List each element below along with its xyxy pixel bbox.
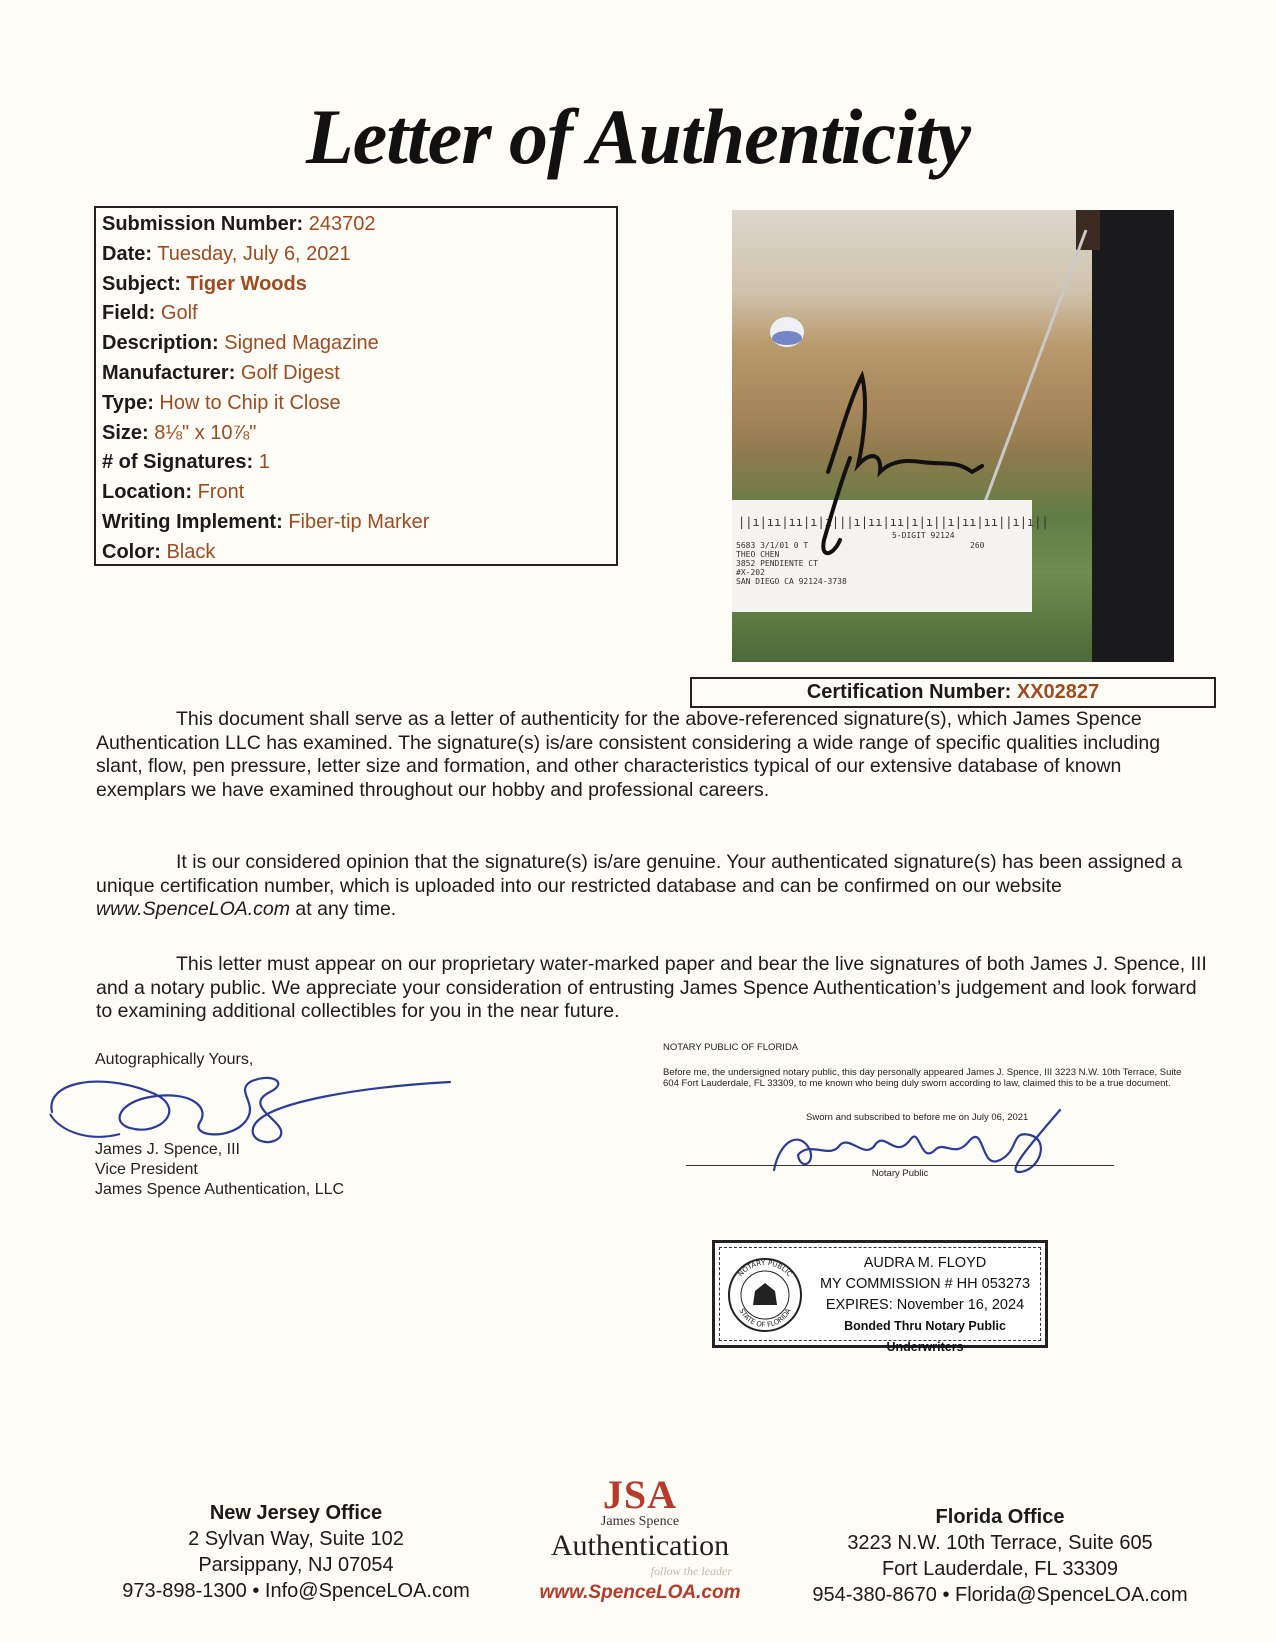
label-line-4: #X-202 bbox=[736, 568, 765, 577]
paragraph-2-tail: at any time. bbox=[290, 898, 397, 920]
seal-bonded: Bonded Thru Notary Public Underwriters bbox=[844, 1319, 1006, 1354]
signature-stroke bbox=[51, 1078, 450, 1142]
detail-value: Fiber-tip Marker bbox=[288, 510, 430, 533]
detail-label: Location: bbox=[102, 481, 192, 504]
seal-commission: MY COMMISSION # HH 053273 bbox=[819, 1276, 1031, 1292]
detail-label: # of Signatures: bbox=[102, 451, 254, 474]
detail-row-size bbox=[102, 419, 610, 449]
nj-office-address-2: Parsippany, NJ 07054 bbox=[198, 1554, 394, 1576]
detail-value: Tuesday, July 6, 2021 bbox=[157, 242, 351, 265]
nj-office-block bbox=[96, 1500, 496, 1604]
closing-text: Autographically Yours, bbox=[95, 1051, 254, 1068]
nj-office-phone: 973-898-1300 bbox=[122, 1580, 247, 1602]
photo-illustration bbox=[732, 210, 1174, 662]
detail-value: Tiger Woods bbox=[186, 272, 307, 295]
paragraph-2 bbox=[96, 851, 1212, 922]
detail-value: Golf Digest bbox=[240, 361, 340, 384]
jsa-logo bbox=[520, 1472, 760, 1606]
golf-ball-shadow bbox=[772, 331, 802, 345]
detail-value: Signed Magazine bbox=[224, 332, 379, 355]
paragraph-3-text: This letter must appear on our proprietary water-marked paper and bear the live signatures of both James J. Spence, III and a notary public. We appreciate your consideration of entrusting James Spence Authentication’s judgement and look forward to examining additional collectibles for you in the near future. bbox=[96, 953, 1207, 1022]
golfer-figure bbox=[1092, 210, 1174, 662]
detail-row-location bbox=[102, 478, 610, 508]
detail-row-subject bbox=[102, 270, 610, 300]
seal-text-block bbox=[813, 1253, 1037, 1358]
detail-value: How to Chip it Close bbox=[159, 391, 341, 414]
seal-expiration: EXPIRES: November 16, 2024 bbox=[825, 1297, 1025, 1313]
detail-label: Color: bbox=[102, 540, 161, 563]
nj-office-contact: 973-898-1300 • Info@SpenceLOA.com bbox=[122, 1580, 470, 1602]
fl-office-title: Florida Office bbox=[935, 1506, 1065, 1528]
certification-label: Certification Number: bbox=[806, 681, 1012, 703]
detail-label: Description: bbox=[102, 332, 219, 355]
detail-row-field bbox=[102, 299, 610, 329]
notary-signature-label: Notary Public bbox=[871, 1168, 929, 1179]
fl-office-phone: 954-380-8670 bbox=[812, 1584, 937, 1606]
detail-value: Black bbox=[166, 540, 216, 563]
paragraph-1-text: This document shall serve as a letter of authenticity for the above-referenced signature(s), which James Spence Authentication LLC has examined. The signature(s) is/are consistent considering a wide range of specific qualities including slant, flow, pen pressure, letter size and formation, and other characteristics typical of our extensive database of known exemplars we have examined throughout our hobby and professional careers. bbox=[96, 708, 1161, 801]
fl-office-address-2: Fort Lauderdale, FL 33309 bbox=[881, 1558, 1119, 1580]
detail-label: Size: bbox=[102, 421, 149, 444]
golf-club bbox=[982, 230, 1086, 510]
fl-office-address-1: 3223 N.W. 10th Terrace, Suite 605 bbox=[847, 1532, 1153, 1554]
jsa-logo-name: James Spence bbox=[600, 1514, 680, 1529]
label-line-2: THEO CHEN bbox=[736, 550, 780, 559]
page-title: Letter of Authenticity bbox=[305, 93, 971, 180]
detail-value: 8⅛" x 10⅞" bbox=[154, 421, 257, 444]
seal-notary-name: AUDRA M. FLOYD bbox=[863, 1255, 987, 1271]
nj-office-address-1: 2 Sylvan Way, Suite 102 bbox=[188, 1528, 404, 1550]
paragraph-3 bbox=[96, 953, 1212, 1024]
notary-seal-stamp bbox=[712, 1240, 1048, 1354]
nj-office-title: New Jersey Office bbox=[209, 1502, 383, 1524]
label-line-3: 3852 PENDIENTE CT bbox=[736, 559, 818, 568]
signer-role: Vice President bbox=[95, 1161, 198, 1178]
signature-stroke bbox=[50, 1114, 120, 1137]
jsa-logo-mark: JSA bbox=[602, 1472, 678, 1517]
signer-name: James J. Spence, III bbox=[95, 1141, 240, 1158]
label-line-1: 5683 3/1/01 0 T bbox=[736, 541, 809, 550]
nj-office-email[interactable]: Info@SpenceLOA.com bbox=[264, 1580, 470, 1602]
paragraph-1 bbox=[96, 708, 1212, 802]
detail-row-submission-number bbox=[102, 210, 610, 240]
notary-sworn-line: Sworn and subscribed to before me on July 06, 2021 bbox=[806, 1112, 1029, 1123]
label-zip-line: 5-DIGIT 92124 bbox=[892, 531, 955, 540]
detail-row-color bbox=[102, 538, 610, 568]
detail-label: Type: bbox=[102, 391, 154, 414]
notary-statement: Before me, the undersigned notary public, this day personally appeared James J. Spence, III 3223 N.W. 10th Terrace, Suite 604 Fort Lauderdale, FL 33309, to me known who being duly sworn according to law, claimed this to be a true document. bbox=[663, 1067, 1182, 1089]
fl-office-email[interactable]: Florida@SpenceLOA.com bbox=[955, 1584, 1188, 1606]
certification-value: XX02827 bbox=[1016, 681, 1100, 703]
jsa-logo-tagline: follow the leader bbox=[650, 1564, 732, 1578]
spence-signature bbox=[40, 1052, 460, 1148]
barcode-glyphs: ||ı|ıı|ıı|ı|ı|||ı|ıı|ıı|ı|ı||ı|ıı|ıı||ı|ı|| bbox=[738, 515, 1049, 529]
notary-heading: NOTARY PUBLIC OF FLORIDA bbox=[663, 1042, 799, 1053]
fl-office-block bbox=[790, 1504, 1210, 1608]
detail-label: Writing Implement: bbox=[102, 510, 283, 533]
jsa-website-link[interactable]: www.SpenceLOA.com bbox=[539, 1582, 741, 1603]
signature-stroke bbox=[774, 1110, 1060, 1172]
detail-label: Subject: bbox=[102, 272, 181, 295]
detail-row-type bbox=[102, 389, 610, 419]
seal-top-text bbox=[737, 1259, 794, 1278]
seal-top-text-path: NOTARY PUBLIC bbox=[736, 1258, 794, 1279]
detail-row-writing-implement bbox=[102, 508, 610, 538]
paragraph-2-text: It is our considered opinion that the signature(s) is/are genuine. Your authenticated signature(s) has been assigned a unique certification number, which is uploaded into our restricted database and can be confirmed on our website bbox=[96, 851, 1182, 897]
signed-item-photo bbox=[732, 210, 1174, 662]
seal-building bbox=[753, 1283, 777, 1305]
detail-row-signature-count bbox=[102, 448, 610, 478]
detail-row-date bbox=[102, 240, 610, 270]
label-line-5: SAN DIEGO CA 92124-3738 bbox=[736, 577, 847, 586]
state-seal-emblem bbox=[725, 1255, 805, 1335]
jsa-logo-word: Authentication bbox=[550, 1529, 730, 1562]
seal-bottom-text-path: STATE OF FLORIDA bbox=[737, 1307, 793, 1330]
detail-value: 243702 bbox=[308, 213, 376, 235]
signer-company: James Spence Authentication, LLC bbox=[95, 1181, 345, 1198]
detail-label: Date: bbox=[102, 242, 153, 265]
label-line-1b: 260 bbox=[970, 541, 985, 550]
detail-label: Field: bbox=[102, 302, 156, 325]
detail-value: Front bbox=[197, 481, 245, 504]
certification-number-box bbox=[690, 677, 1216, 708]
notary-signature-line bbox=[686, 1165, 1114, 1166]
detail-row-description bbox=[102, 329, 610, 359]
website-link[interactable]: www.SpenceLOA.com bbox=[96, 898, 291, 920]
submission-details-box bbox=[94, 206, 618, 566]
detail-label: Submission Number: bbox=[102, 213, 304, 235]
detail-label: Manufacturer: bbox=[102, 361, 236, 384]
fl-office-contact: 954-380-8670 • Florida@SpenceLOA.com bbox=[812, 1584, 1188, 1606]
detail-value: 1 bbox=[258, 451, 270, 474]
detail-row-manufacturer bbox=[102, 359, 610, 389]
detail-value: Golf bbox=[160, 302, 198, 325]
